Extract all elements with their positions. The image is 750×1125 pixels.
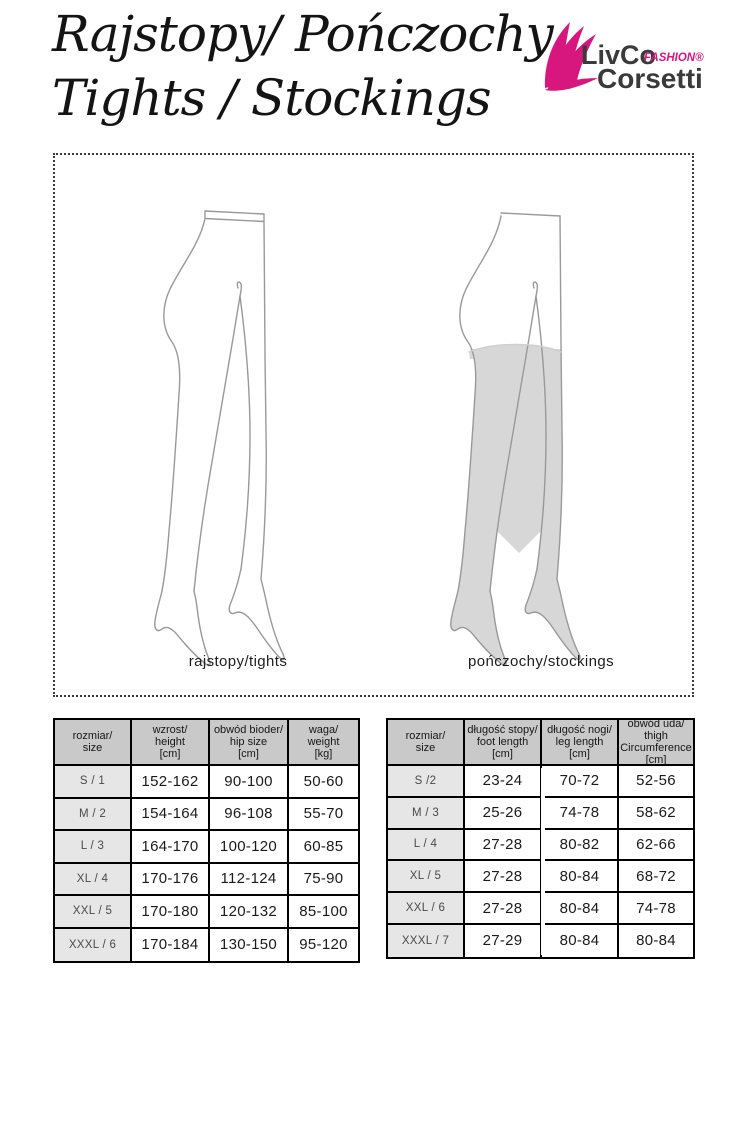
header-cell: obwód bioder/ hip size [cm]	[210, 720, 289, 766]
value-cell: 80-82	[542, 830, 619, 862]
header-cell: rozmiar/ size	[388, 720, 465, 766]
header-cell: wzrost/ height [cm]	[132, 720, 210, 766]
value-cell: 80-84	[542, 893, 619, 925]
value-cell: 112-124	[210, 864, 289, 897]
value-cell: 170-176	[132, 864, 210, 897]
value-cell: 154-164	[132, 799, 210, 832]
waistband	[205, 211, 264, 222]
title-line-1: Rajstopy/ Pończochy	[52, 5, 553, 63]
value-cell: 50-60	[289, 766, 358, 799]
tights-illustration	[153, 201, 325, 673]
value-cell: 80-84	[542, 861, 619, 893]
tights-label: rajstopy/tights	[188, 653, 288, 670]
value-cell: 27-28	[465, 830, 542, 862]
header-cell: długość nogi/ leg length [cm]	[542, 720, 619, 766]
value-cell: 68-72	[619, 861, 693, 893]
value-cell: 100-120	[210, 831, 289, 864]
logo-corsetti-text: Corsetti	[597, 63, 703, 94]
stockings-label: pończochy/stockings	[467, 653, 614, 670]
size-cell: XXL / 6	[388, 893, 465, 925]
value-cell: 75-90	[289, 864, 358, 897]
value-cell: 80-84	[542, 925, 619, 957]
size-cell: S /2	[388, 766, 465, 798]
table-split-gap	[541, 768, 545, 955]
value-cell: 170-184	[132, 929, 210, 962]
value-cell: 152-162	[132, 766, 210, 799]
value-cell: 85-100	[289, 896, 358, 929]
value-cell: 96-108	[210, 799, 289, 832]
header-cell: rozmiar/ size	[55, 720, 132, 766]
header-cell: długość stopy/ foot length [cm]	[465, 720, 542, 766]
value-cell: 52-56	[619, 766, 693, 798]
size-cell: XXXL / 7	[388, 925, 465, 957]
value-cell: 27-28	[465, 861, 542, 893]
stockings-illustration	[449, 201, 621, 673]
value-cell: 58-62	[619, 798, 693, 830]
size-cell: L / 4	[388, 830, 465, 862]
value-cell: 62-66	[619, 830, 693, 862]
size-cell: S / 1	[55, 766, 132, 799]
size-cell: XXXL / 6	[55, 929, 132, 962]
stockings-size-table	[386, 718, 695, 959]
value-cell: 25-26	[465, 798, 542, 830]
logo-fashion-text: FASHION®	[644, 52, 704, 64]
value-cell: 120-132	[210, 896, 289, 929]
value-cell: 55-70	[289, 799, 358, 832]
value-cell: 74-78	[542, 798, 619, 830]
size-cell: M / 3	[388, 798, 465, 830]
logo-livco-text: LivCo	[581, 40, 657, 70]
livco-corsetti-logo	[540, 12, 718, 98]
value-cell: 170-180	[132, 896, 210, 929]
size-cell: XXL / 5	[55, 896, 132, 929]
title-line-2: Tights / Stockings	[52, 69, 491, 127]
value-cell: 27-29	[465, 925, 542, 957]
illustration-box	[53, 153, 694, 697]
size-cell: L / 3	[55, 831, 132, 864]
value-cell: 74-78	[619, 893, 693, 925]
size-cell: XL / 4	[55, 864, 132, 897]
page-title	[52, 2, 553, 130]
value-cell: 27-28	[465, 893, 542, 925]
value-cell: 90-100	[210, 766, 289, 799]
value-cell: 95-120	[299, 936, 348, 954]
value-cell: 70-72	[542, 766, 619, 798]
tights-size-table	[53, 718, 360, 963]
header-cell: waga/ weight [kg]	[289, 720, 358, 766]
size-cell: M / 2	[55, 799, 132, 832]
value-cell: 23-24	[465, 766, 542, 798]
size-cell: XL / 5	[388, 861, 465, 893]
stocking-fill	[451, 345, 580, 666]
header-cell: obwód uda/ thigh Circumference [cm]	[620, 720, 692, 766]
waist-line	[501, 213, 560, 216]
value-cell: 164-170	[132, 831, 210, 864]
value-cell: 80-84	[636, 932, 676, 950]
value-cell: 130-150	[210, 929, 289, 962]
value-cell: 60-85	[289, 831, 358, 864]
